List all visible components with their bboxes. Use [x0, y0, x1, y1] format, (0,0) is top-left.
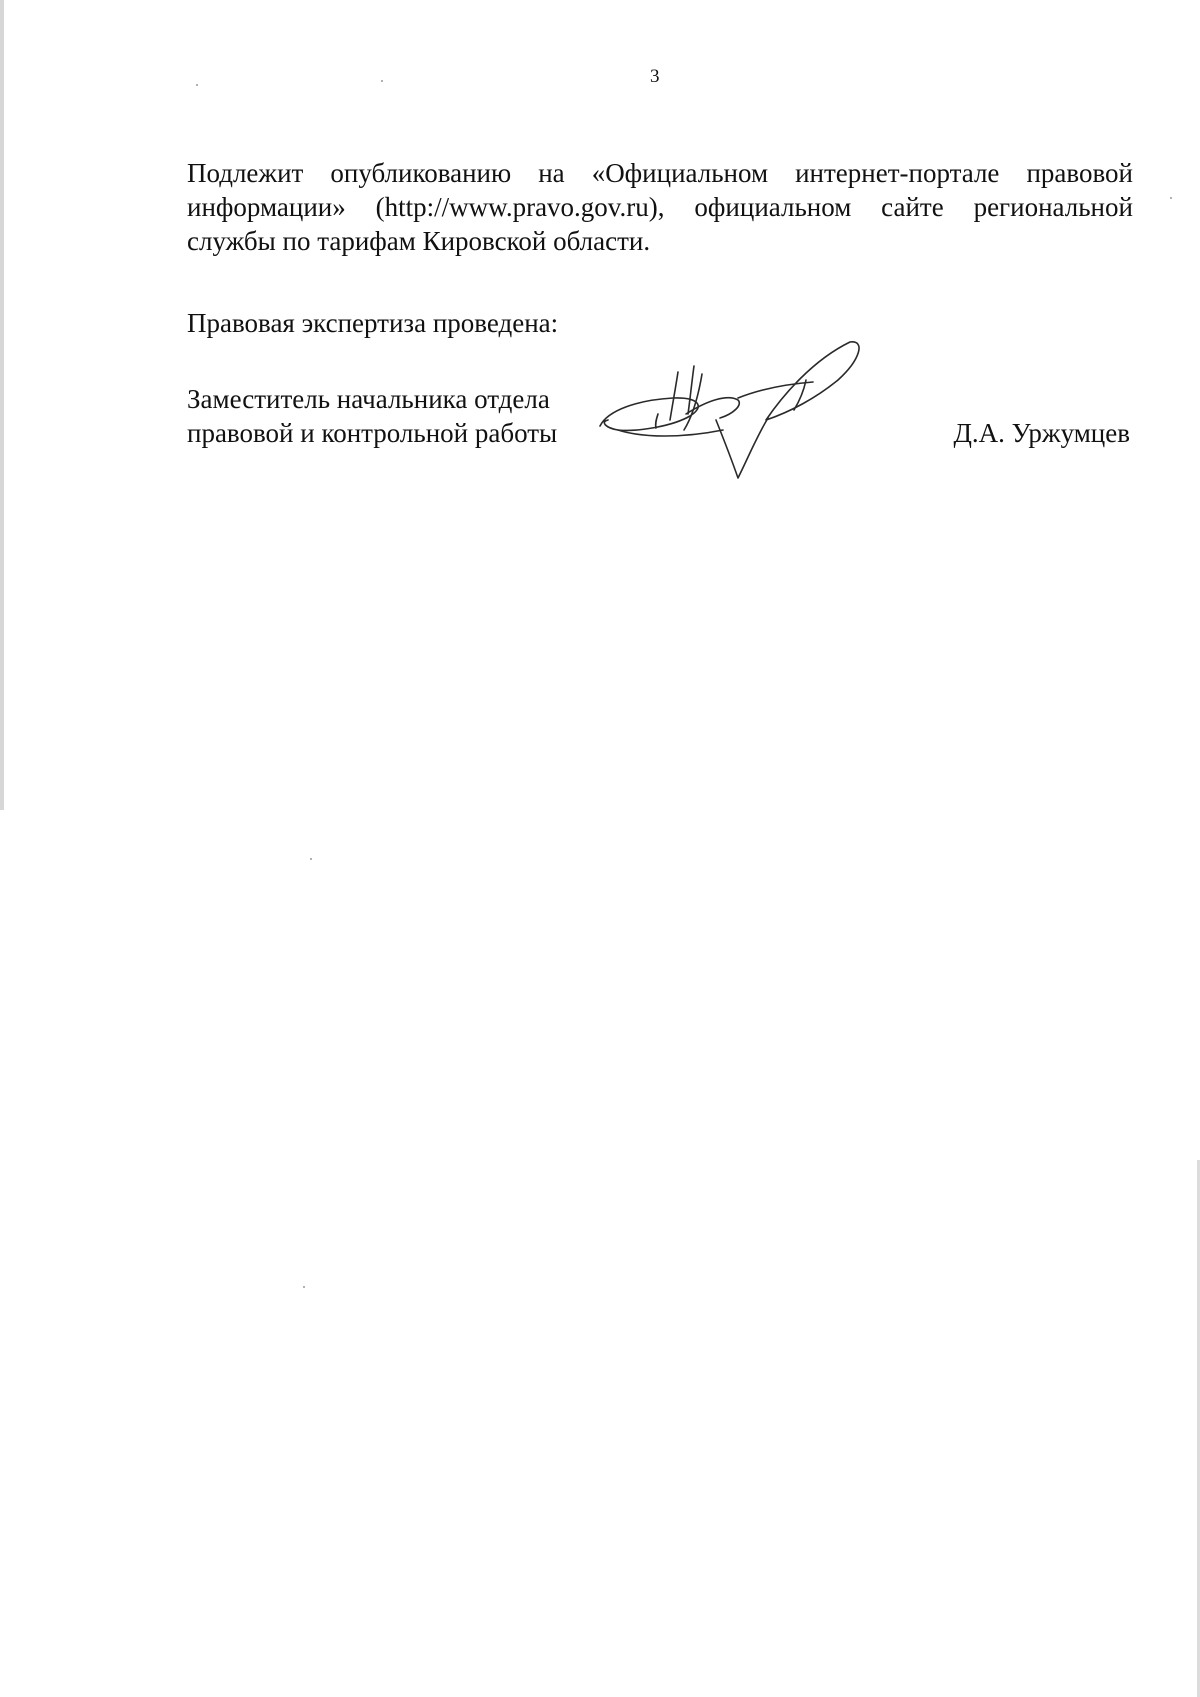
word: (http://www.pravo.gov.ru),	[375, 192, 665, 222]
scan-speck	[381, 80, 383, 82]
paragraph-line-3: службы по тарифам Кировской области.	[187, 226, 651, 256]
word: региональной	[973, 192, 1133, 222]
signatory-name: Д.А. Уржумцев	[953, 418, 1130, 448]
word: опубликованию	[330, 158, 512, 188]
position-line-2: правовой и контрольной работы	[187, 418, 558, 448]
scan-edge-left	[0, 0, 4, 810]
word: Подлежит	[187, 158, 304, 188]
legal-expertise-label: Правовая экспертиза проведена:	[187, 308, 559, 338]
word: информации»	[187, 192, 346, 222]
paragraph-line-2	[187, 190, 1133, 224]
scan-speck	[1170, 197, 1172, 199]
publication-paragraph	[187, 156, 1133, 258]
word: сайте	[881, 192, 944, 222]
word: интернет-портале	[795, 158, 1000, 188]
handwritten-signature	[598, 340, 883, 485]
word: правовой	[1026, 158, 1133, 188]
word: на	[538, 158, 565, 188]
paragraph-line-1	[187, 156, 1133, 190]
scan-speck	[310, 858, 312, 860]
scan-speck	[196, 84, 198, 86]
position-line-1: Заместитель начальника отдела	[187, 384, 550, 414]
page-number: 3	[650, 66, 660, 87]
word: официальном	[694, 192, 852, 222]
word: «Официальном	[591, 158, 769, 188]
signatory-position	[187, 382, 557, 450]
scan-speck	[303, 1286, 305, 1288]
